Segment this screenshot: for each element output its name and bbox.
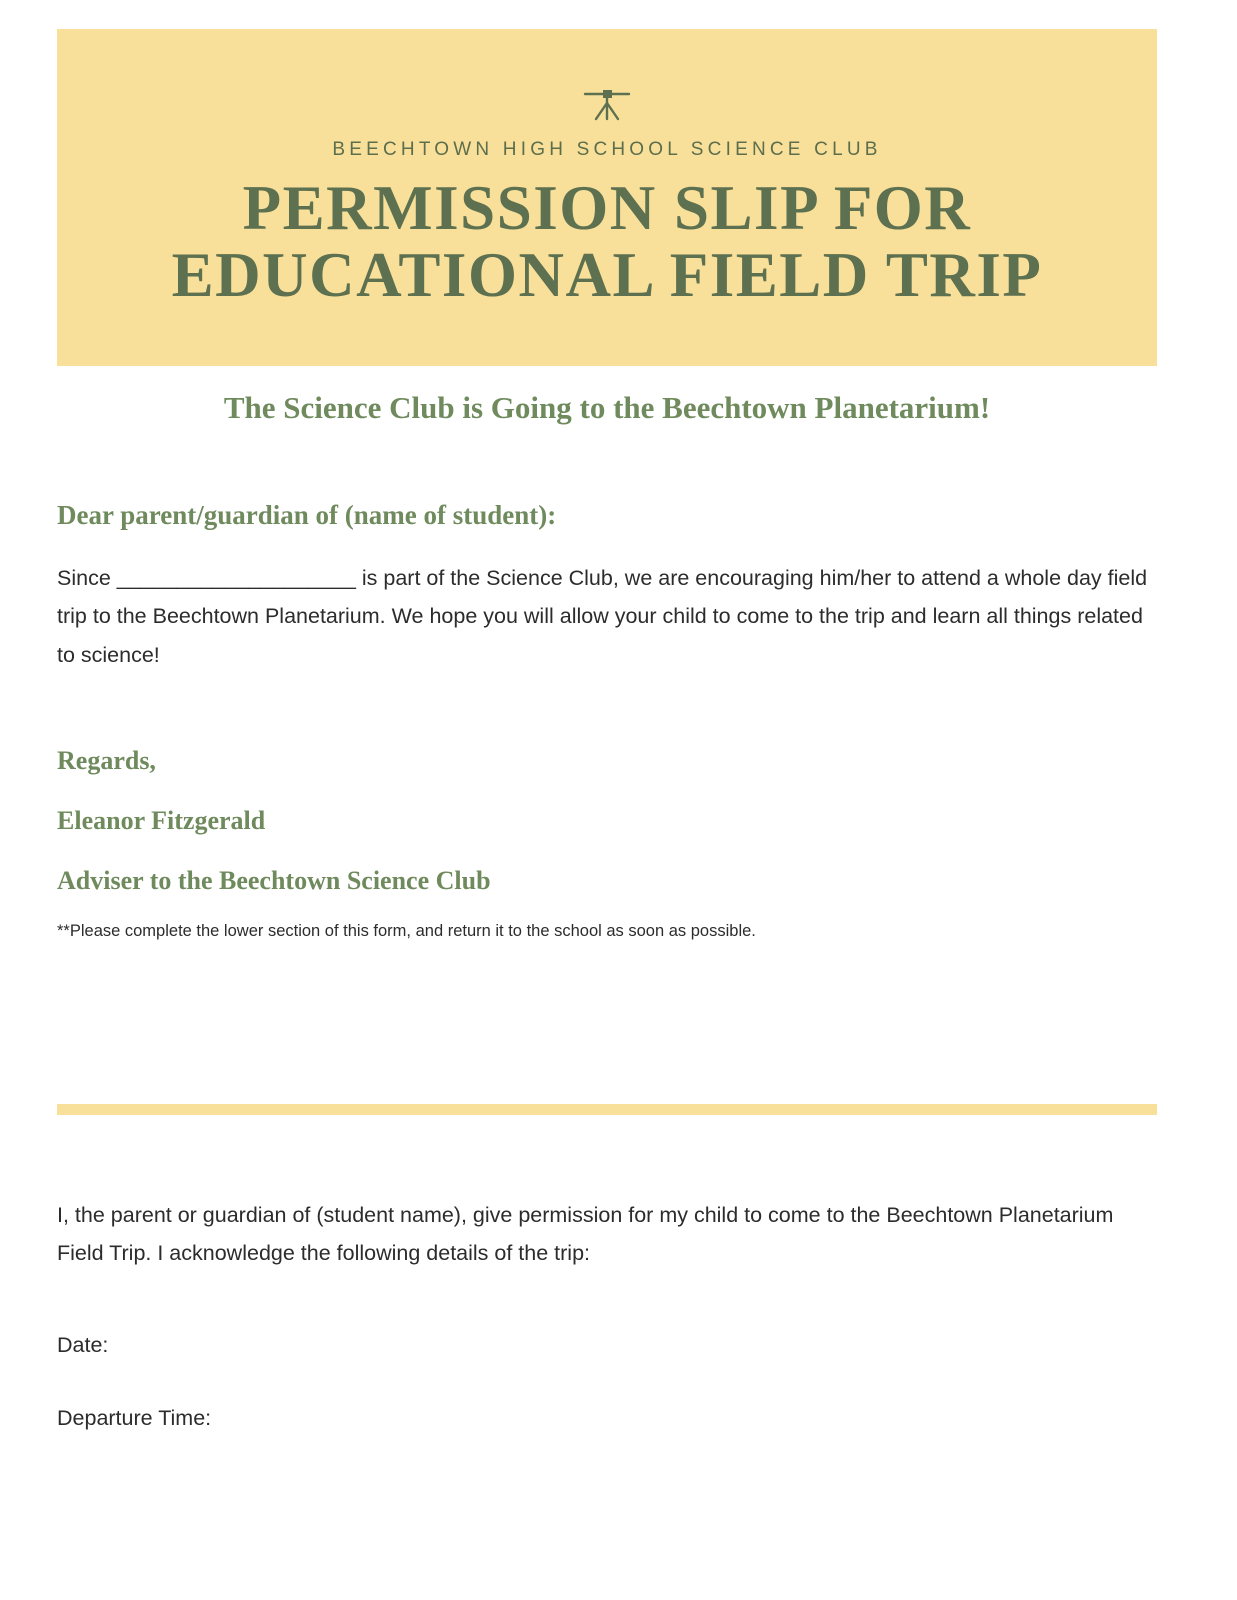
signature-role: Adviser to the Beechtown Science Club bbox=[57, 865, 491, 895]
field-label-departure-time: Departure Time: bbox=[57, 1405, 212, 1430]
spacer bbox=[57, 1358, 1157, 1406]
page-title-line-1: PERMISSION SLIP FOR bbox=[242, 173, 972, 243]
salutation: Dear parent/guardian of (name of student): bbox=[57, 500, 557, 530]
spacer bbox=[57, 674, 1157, 746]
spacer bbox=[57, 776, 1157, 806]
telescope-icon bbox=[577, 83, 637, 125]
field-label-date: Date: bbox=[57, 1332, 109, 1357]
consent-paragraph: I, the parent or guardian of (student name), give permission for my child to come to the Beechtown Planetarium Field Trip. I acknowledge the following details of the trip: bbox=[57, 1203, 1114, 1266]
lower-section bbox=[57, 1196, 1157, 1431]
organization-name: BEECHTOWN HIGH SCHOOL SCIENCE CLUB bbox=[332, 139, 882, 160]
page-title bbox=[57, 175, 1157, 309]
section-divider bbox=[57, 1104, 1157, 1115]
completion-note: **Please complete the lower section of this form, and return it to the school as soon as possible. bbox=[57, 921, 756, 940]
subtitle: The Science Club is Going to the Beechtown Planetarium! bbox=[223, 390, 991, 425]
signature-name: Eleanor Fitzgerald bbox=[57, 805, 266, 835]
spacer bbox=[57, 836, 1157, 866]
spacer bbox=[57, 1273, 1157, 1333]
page-title-line-2: EDUCATIONAL FIELD TRIP bbox=[171, 239, 1043, 310]
header-band bbox=[57, 29, 1157, 366]
letter-paragraph: Since ____________________ is part of the Science Club, we are encouraging him/her to attend a whole day field trip to the Beechtown Planetarium. We hope you will allow your child to come to the trip and learn all things related to science! bbox=[57, 566, 1148, 667]
regards-label: Regards, bbox=[57, 745, 156, 775]
spacer bbox=[57, 896, 1157, 922]
letter-body bbox=[57, 500, 1157, 941]
